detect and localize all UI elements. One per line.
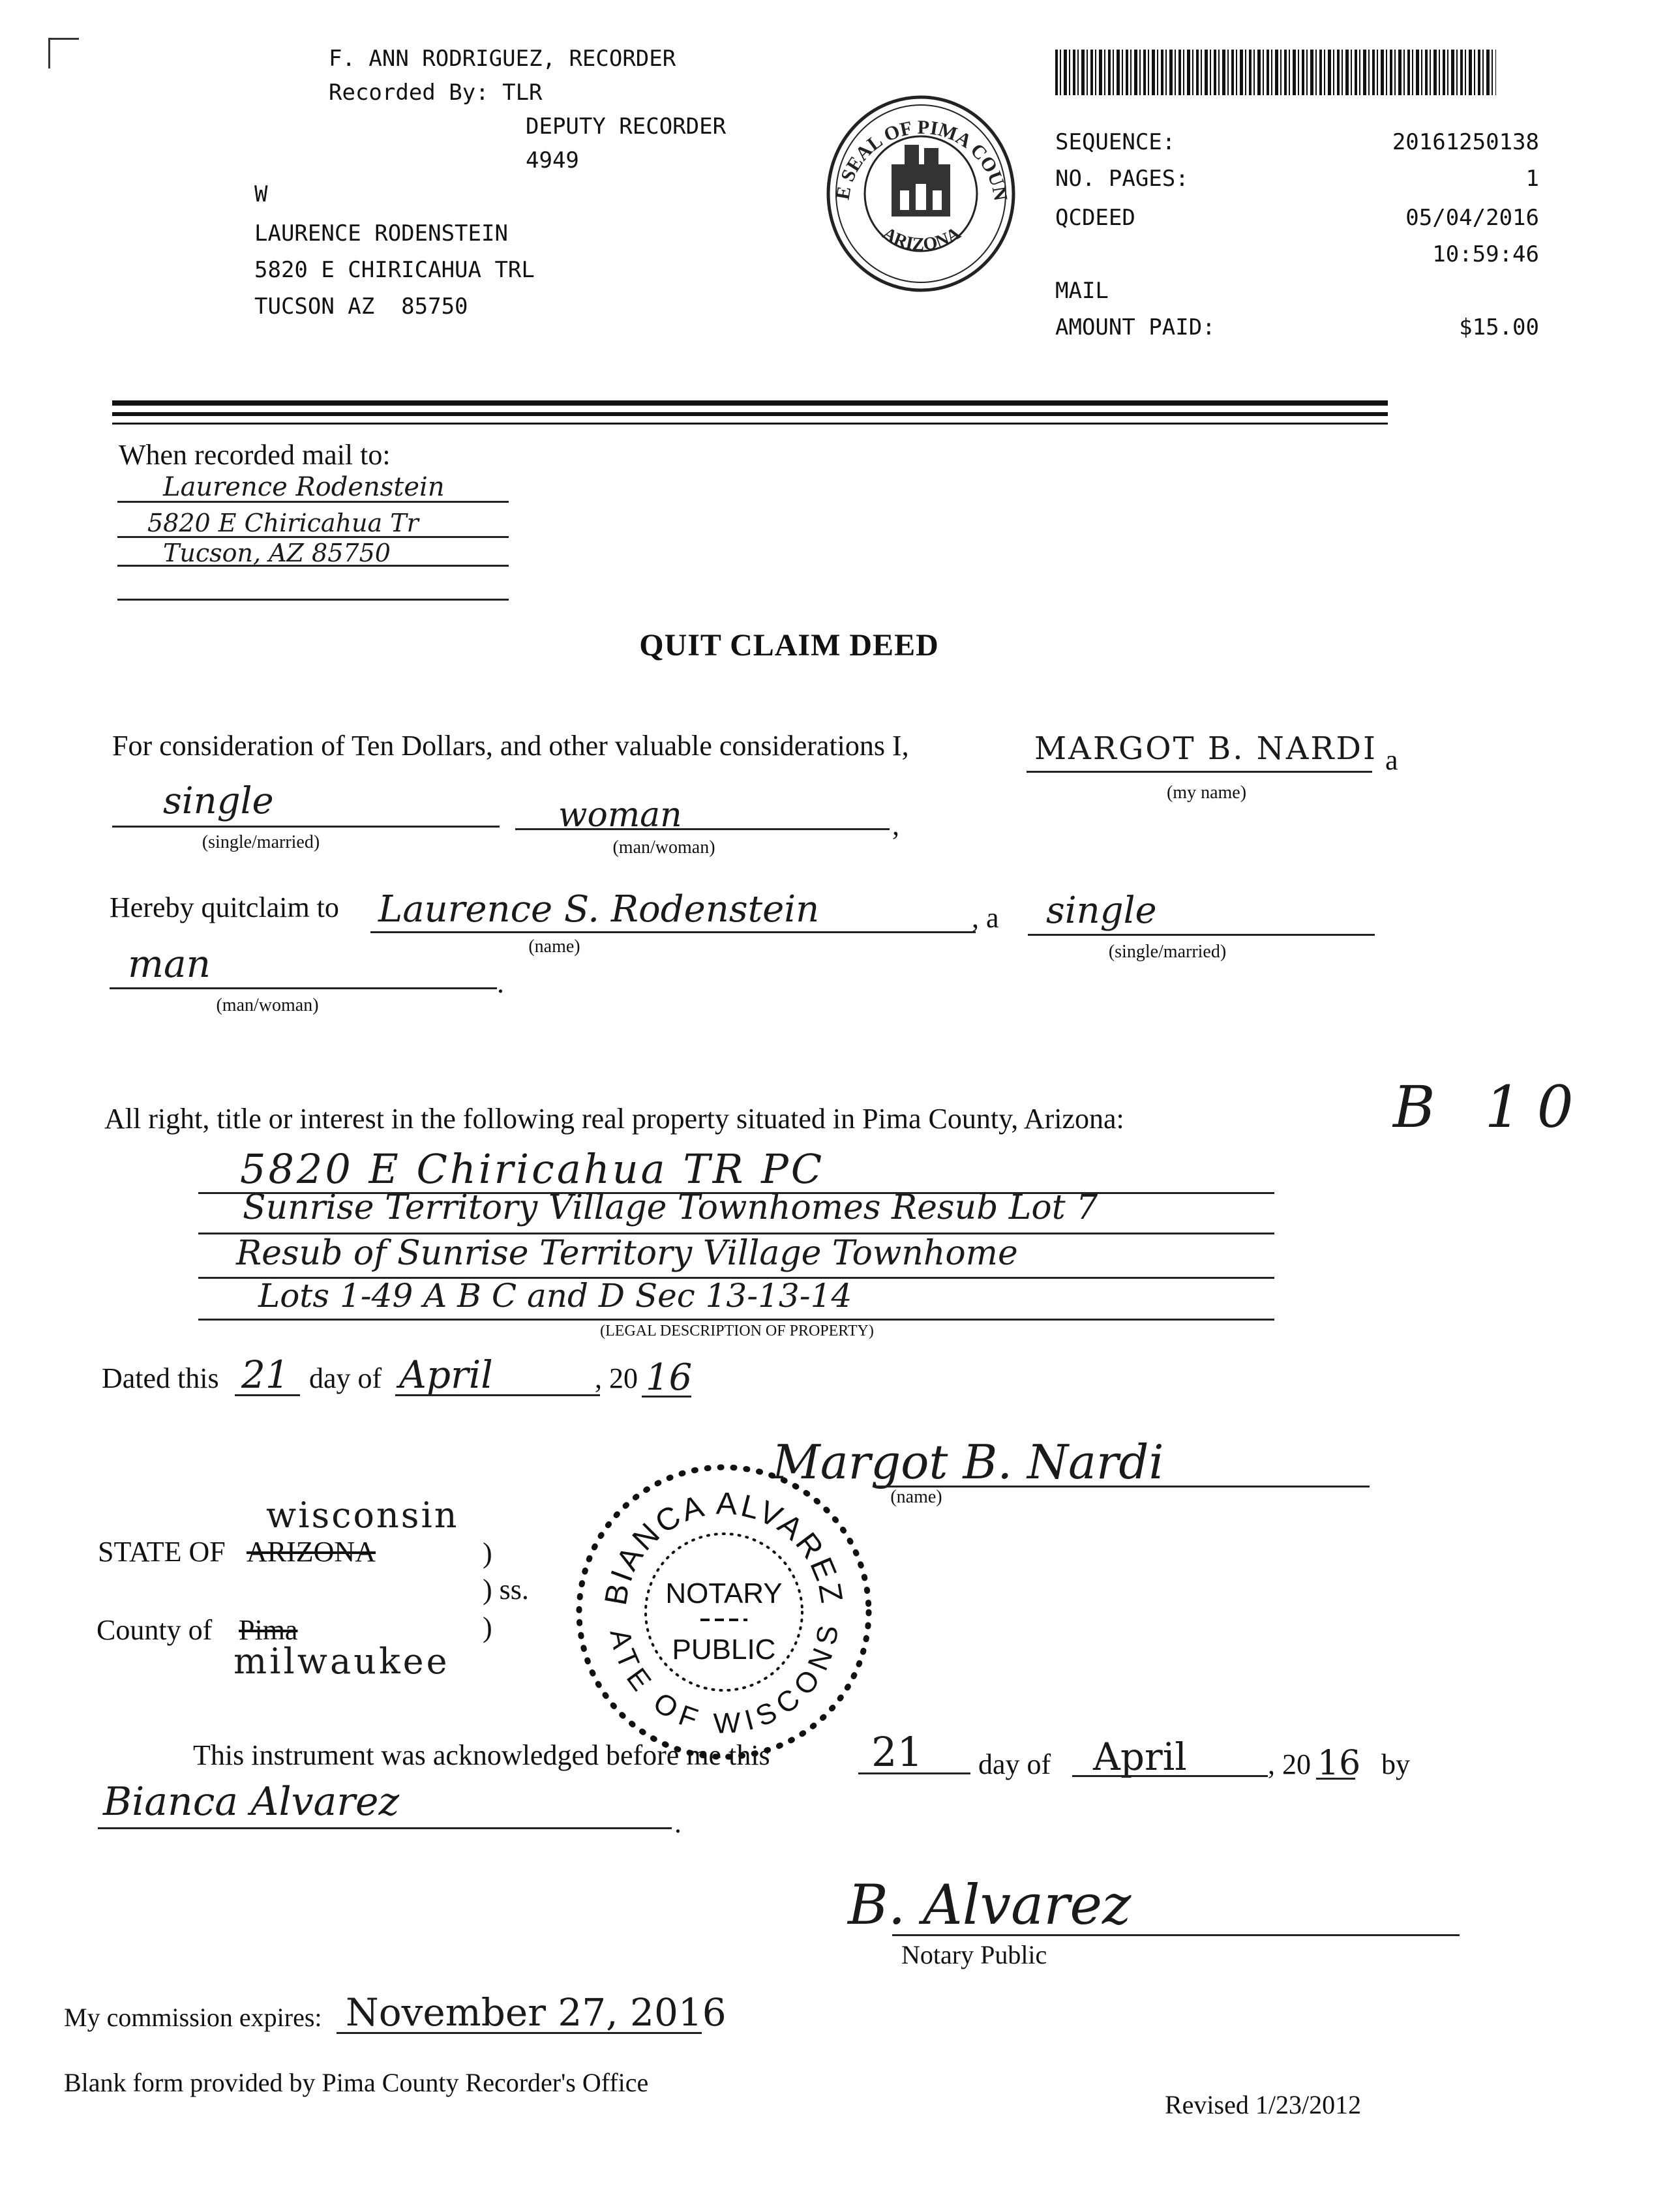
ack-year-prefix: , 20 <box>1268 1748 1311 1780</box>
property-line3: Resub of Sunrise Territory Village Townhome <box>236 1234 1018 1273</box>
dated-year: 16 <box>646 1356 693 1399</box>
footer-left: Blank form provided by Pima County Recorder's Office <box>64 2068 649 2097</box>
county-handwritten: milwaukee <box>233 1641 450 1682</box>
property-text: All right, title or interest in the following real property situated in Pima County, Arizona: <box>104 1103 1124 1135</box>
grantee-status-label: (single/married) <box>1108 942 1227 962</box>
dated-day: 21 <box>241 1353 290 1397</box>
grantee-gender-label: (man/woman) <box>216 995 319 1015</box>
ss-mark: ) ss. <box>483 1574 529 1606</box>
mail-to-rule3 <box>117 565 509 567</box>
grantee-status-rule <box>1028 934 1375 936</box>
commission-text: My commission expires: <box>64 2003 322 2032</box>
header-rule <box>112 400 1388 406</box>
ack-month: April <box>1093 1735 1187 1779</box>
property-rule4 <box>198 1319 1274 1321</box>
amount-label: AMOUNT PAID: <box>1055 314 1216 340</box>
mail-to-line3: Tucson, AZ 85750 <box>163 539 391 567</box>
grantee-name-rule <box>370 931 976 933</box>
grantor-signature: Margot B. Nardi <box>772 1435 1164 1489</box>
deputy-recorder: DEPUTY RECORDER <box>526 113 727 140</box>
commission-rule <box>337 2032 702 2034</box>
stamp-notary: NOTARY <box>665 1577 783 1609</box>
footer-right: Revised 1/23/2012 <box>1165 2090 1362 2119</box>
quitclaim-text: Hereby quitclaim to <box>110 891 339 923</box>
header-rule-2 <box>112 412 1388 416</box>
sequence-value: 20161250138 <box>1392 129 1539 155</box>
pages-label: NO. PAGES: <box>1055 166 1189 192</box>
notary-signature-rule <box>892 1934 1460 1936</box>
grantor-gender-label: (man/woman) <box>612 837 715 858</box>
seal-bottom-text: ARIZONA <box>878 223 965 255</box>
grantee-name-label: (name) <box>528 936 580 957</box>
grantee-name: Laurence S. Rodenstein <box>378 888 820 931</box>
mail-to-line1: Laurence Rodenstein <box>163 472 445 502</box>
ack-year: 16 <box>1317 1744 1361 1783</box>
ack-year-rule <box>1316 1778 1355 1780</box>
grantee-status: single <box>1046 889 1157 932</box>
county-seal <box>823 93 1019 295</box>
ack-day: 21 <box>871 1728 923 1776</box>
state-prefix: STATE OF <box>98 1536 226 1568</box>
mail-to-line2: 5820 E Chiricahua Tr <box>147 509 419 537</box>
ack-period: . <box>674 1807 682 1839</box>
county-struck: Pima <box>239 1614 298 1646</box>
notary-signature: B. Alvarez <box>848 1873 1132 1937</box>
state-struck: ARIZONA <box>247 1536 376 1568</box>
recorded-by: Recorded By: TLR <box>329 80 543 106</box>
recorder-name: F. ANN RODRIGUEZ, RECORDER <box>329 46 676 72</box>
consideration-a: a <box>1385 744 1398 776</box>
grantor-status-rule <box>112 826 500 828</box>
mail-to-rule1 <box>117 501 509 503</box>
county-paren: ) <box>483 1611 492 1643</box>
stamp-state: ATE OF WISCONS <box>603 1621 845 1740</box>
ack-by: by <box>1381 1748 1410 1780</box>
notary-stamp <box>567 1456 880 1769</box>
grantor-status: single <box>163 780 274 822</box>
state-paren: ) <box>483 1537 492 1569</box>
acknowledged-text: This instrument was acknowledged before me this <box>193 1739 770 1771</box>
mail-to-rule2 <box>117 536 509 538</box>
grantee-gender: man <box>128 942 211 986</box>
deed-title: QUIT CLAIM DEED <box>639 628 939 663</box>
ack-name-rule <box>98 1827 672 1829</box>
commission-date: November 27, 2016 <box>346 1990 727 2035</box>
consideration-text: For consideration of Ten Dollars, and other valuable considerations I, <box>112 730 909 762</box>
dated-month-rule <box>395 1394 600 1396</box>
property-line2: Sunrise Territory Village Townhomes Resub Lot 7 <box>243 1188 1098 1227</box>
address-name: LAURENCE RODENSTEIN <box>254 220 508 247</box>
notary-public-label: Notary Public <box>901 1940 1047 1969</box>
grantor-gender-rule <box>515 828 890 830</box>
quitclaim-a: , a <box>972 902 999 934</box>
dated-prefix: Dated this <box>102 1362 219 1394</box>
grantor-status-label: (single/married) <box>202 832 320 852</box>
mail-to-label: When recorded mail to: <box>119 439 391 471</box>
dated-year-rule <box>642 1396 691 1397</box>
dated-month: April <box>399 1353 493 1397</box>
property-line4: Lots 1-49 A B C and D Sec 13-13-14 <box>258 1277 852 1315</box>
barcode <box>1055 50 1496 95</box>
stamp-public: PUBLIC <box>672 1634 776 1666</box>
consideration-comma: , <box>892 809 899 841</box>
seal-top-text: E SEAL OF PIMA COUN <box>832 116 1012 203</box>
record-time: 10:59:46 <box>1432 241 1539 267</box>
mail-to-rule4 <box>117 599 509 601</box>
mail-label: MAIL <box>1055 278 1109 304</box>
margin-note: B 10 <box>1393 1073 1589 1141</box>
county-prefix: County of <box>97 1614 213 1646</box>
grantor-name: MARGOT B. NARDI <box>1034 730 1377 767</box>
ack-name: Bianca Alvarez <box>103 1779 400 1825</box>
ack-day-rule <box>858 1772 970 1774</box>
pages-value: 1 <box>1525 166 1539 192</box>
ack-month-rule <box>1072 1775 1268 1777</box>
amount-value: $15.00 <box>1459 314 1539 340</box>
corner-mark <box>48 38 79 68</box>
record-date: 05/04/2016 <box>1405 205 1539 231</box>
svg-text:ARIZONA <box>878 223 965 255</box>
state-handwritten: wisconsin <box>266 1495 459 1536</box>
legal-description-label: (LEGAL DESCRIPTION OF PROPERTY) <box>600 1323 874 1339</box>
grantor-name-rule <box>1027 771 1372 773</box>
property-line1: 5820 E Chiricahua TR PC <box>240 1145 825 1193</box>
stamp-name: BIANCA ALVAREZ <box>598 1486 850 1608</box>
dated-year-prefix: , 20 <box>595 1362 638 1394</box>
address-street: 5820 E CHIRICAHUA TRL <box>254 257 535 283</box>
signature-label: (name) <box>890 1487 942 1507</box>
sequence-label: SEQUENCE: <box>1055 129 1176 155</box>
doc-type: QCDEED <box>1055 205 1135 231</box>
quitclaim-period: . <box>497 967 504 999</box>
grantee-gender-rule <box>110 987 497 989</box>
my-name-label: (my name) <box>1166 783 1247 803</box>
ack-day-of: day of <box>978 1748 1051 1780</box>
dated-day-of: day of <box>309 1362 382 1394</box>
grantor-gender: woman <box>558 796 682 835</box>
header-rule-3 <box>112 423 1388 425</box>
w-mark: W <box>254 181 268 207</box>
deputy-number: 4949 <box>526 147 579 173</box>
address-city: TUCSON AZ 85750 <box>254 293 468 320</box>
dated-day-rule <box>235 1394 300 1396</box>
